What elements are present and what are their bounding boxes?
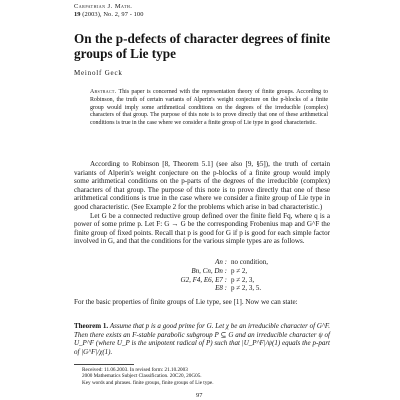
journal-issue <box>74 11 144 19</box>
condition-group: Bn, Cn, Dn : <box>191 266 227 275</box>
footnote-msc: 2000 Mathematics Subject Classification. 20C20, 20G05. <box>82 373 202 380</box>
footnote-rule <box>74 364 134 365</box>
theorem-label: Theorem 1. <box>74 322 109 330</box>
condition-text: p ≠ 2, 3, 5. <box>231 284 262 293</box>
paragraph-1: According to Robinson [8, Theorem 5.1] (see also [9, §5]), the truth of certain variants of Alperin's weight conjecture on the p-blocks of a finite group would imply some arithmetical conditions on the p-parts of the degrees of the irreducible (complex) characters of that group. The purpose of this note is to prove directly that one of these arithmetical conditions is true in the case where we consider a finite group of Lie type in good characteristic. (See Example 2 for the problems which arise in bad characteristic.) <box>74 160 330 211</box>
body-intro <box>74 160 330 246</box>
abstract <box>90 89 328 128</box>
journal-header <box>74 3 144 19</box>
theorem-text: Assume that p is a good prime for G. Let χ be an irreducible character of G^F. Then there exists an F-stable parabolic subgroup P ⊆ G and an irreducible character ψ of U_P^F (where U_P is the unipotent radical of P) such that |U_P^F|/ψ(1) equals the p-part of |G^F|/χ(1). <box>74 322 331 356</box>
journal-issue-pages: (2003), No. 2, 97 - 100 <box>82 11 144 18</box>
journal-name: Carpathian J. Math. <box>74 3 133 10</box>
paper-author: Meinolf Geck <box>74 69 123 77</box>
condition-group: An : <box>215 258 227 266</box>
paragraph-2: Let G be a connected reductive group defined over the finite field Fq, where q is a power of some prime p. Let F: G → G be the corresponding Frobenius map and G^F the finite group of fixed points. Recall that p is good for G if p is good for each simple factor involved in G, and that the conditions for the various simple types are as follows. <box>74 211 330 246</box>
paper-title: On the p-defects of character degrees of finite groups of Lie type <box>74 31 331 61</box>
condition-group: E8 : <box>215 284 227 293</box>
journal-volume: 19 <box>74 11 81 18</box>
condition-text: p ≠ 2, <box>231 266 248 275</box>
page-number: 97 <box>196 392 203 399</box>
footnotes <box>74 367 330 386</box>
footnote-keywords: Key words and phrases. finite groups, finite groups of Lie type. <box>82 379 214 386</box>
paragraph-3: For the basic properties of finite groups of Lie type, see [1]. Now we can state: <box>74 298 298 306</box>
condition-row <box>150 276 268 285</box>
condition-text: p ≠ 2, 3, <box>231 275 255 284</box>
condition-group: G2, F4, E6, E7 : <box>180 275 227 284</box>
condition-row <box>150 258 268 267</box>
condition-row <box>150 267 268 276</box>
footnote-received: Received: 11.06.2003. In revised form: 21.10.2003 <box>82 367 188 373</box>
abstract-text: This paper is concerned with the representation theory of finite groups. According to Robinson, the truth of certain variants of Alperin's weight conjecture on the p-blocks of a finite group would imply some arithmetical conditions on the degrees of the irreducible (complex) characters of that group. The purpose of this note is to prove directly that one of these arithmetical conditions is true in the case where we consider a finite group of Lie type in good characteristic. <box>90 89 328 126</box>
abstract-lead: Abstract. <box>90 89 117 95</box>
condition-text: no condition, <box>231 258 268 266</box>
body-basic-properties <box>74 298 330 307</box>
condition-row <box>150 284 268 293</box>
good-prime-conditions <box>150 258 268 293</box>
theorem-1 <box>74 322 330 356</box>
